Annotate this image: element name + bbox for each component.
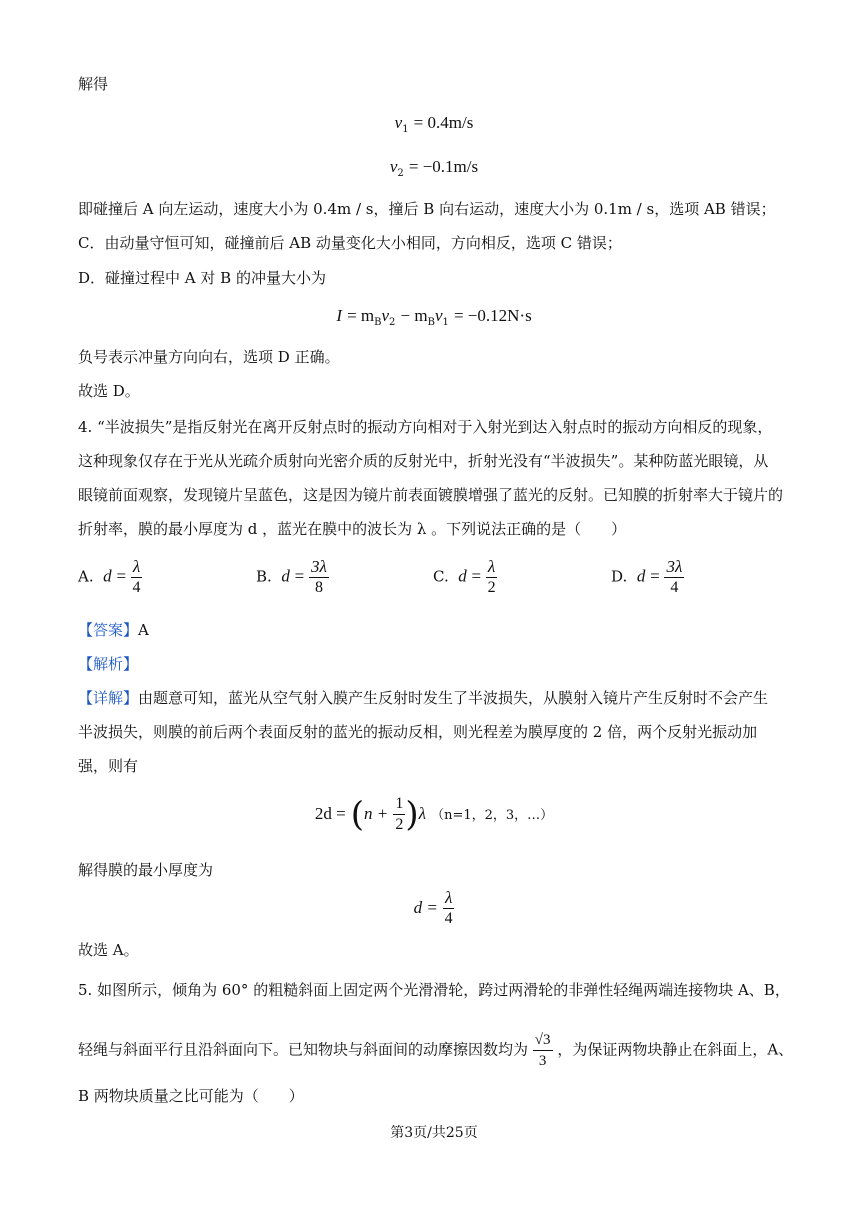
paragraph-option-c: C．由动量守恒可知，碰撞前后 AB 动量变化大小相同，方向相反，选项 C 错误； <box>78 234 622 252</box>
analysis-line <box>78 654 138 674</box>
question-5-line-2: 轻绳与斜面平行且沿斜面向下。已知物块与斜面间的动摩擦因数均为 $\frac{√3}{3}$ ，为保证两物块静止在斜面上，A、 <box>78 1032 794 1069</box>
choose-a-line: 故选 A。 <box>78 941 139 959</box>
question-4-line-3: 眼镜前面观察，发现镜片呈蓝色，这是因为镜片前表面镀膜增强了蓝光的反射。已知膜的折射率大于镜片的 <box>78 486 784 504</box>
paragraph-choose-d: 故选 D。 <box>78 382 140 400</box>
question-4-line-1: 4. “半波损失”是指反射光在离开反射点时的振动方向相对于入射光到达入射点时的振动方向相反的现象， <box>78 418 773 436</box>
analysis-tag: 【解析】 <box>78 655 139 673</box>
question-4-line-4: 折射率，膜的最小厚度为 d ，蓝光在膜中的波长为 λ 。下列说法正确的是（ ） <box>78 520 627 538</box>
question-5-line-1: 5. 如图所示，倾角为 60° 的粗糙斜面上固定两个光滑滑轮，跨过两滑轮的非弹性轻绳两端连接物块 A、B， <box>78 981 790 999</box>
detail-line-1: 【详解】由题意可知，蓝光从空气射入膜产生反射时发生了半波损失，从膜射入镜片产生反射时不会产生 <box>78 689 769 707</box>
equation-path-difference: 2d = (n + $\frac{1}{2}$ )λ （n=1，2，3，…） <box>314 794 554 835</box>
equation-impulse: $I = m_Bv_2 - m_Bv_1 = -0.12N\cdot s$ <box>336 306 532 329</box>
detail-tag: 【详解】 <box>78 689 139 707</box>
detail-line-2: 半波损失，则膜的前后两个表面反射的蓝光的振动反相，则光程差为膜厚度的 2 倍，两个反射光振动加 <box>78 723 758 741</box>
solve-heading: 解得 <box>78 75 109 93</box>
page-footer: 第3页/共25页 <box>390 1125 478 1141</box>
paragraph-sign: 负号表示冲量方向向右，选项 D 正确。 <box>78 348 340 366</box>
option-d: D. d = $\frac{3\lambda}{4}$ <box>611 557 683 596</box>
question-4-line-2: 这种现象仅存在于光从光疏介质射向光密介质的反射光中，折射光没有“半波损失”。某种防蓝光眼镜，从 <box>78 452 769 470</box>
answer-line <box>78 620 149 640</box>
question-5-line-3: B 两物块质量之比可能为（ ） <box>78 1087 304 1105</box>
answer-value: A <box>138 621 149 639</box>
equation-v2: $v_2 = -0.1m/s$ <box>389 157 479 180</box>
option-b: B. d = $\frac{3\lambda}{8}$ <box>256 557 327 596</box>
paragraph-option-d: D．碰撞过程中 A 对 B 的冲量大小为 <box>78 269 326 287</box>
answer-tag: 【答案】 <box>78 621 139 639</box>
paragraph-after-collision: 即碰撞后 A 向左运动，速度大小为 0.4m / s，撞后 B 向右运动，速度大小为 0.1m / s，选项 AB 错误； <box>78 200 776 218</box>
option-c: C. d = $\frac{\lambda}{2}$ <box>433 557 496 596</box>
min-thickness-line: 解得膜的最小厚度为 <box>78 861 214 879</box>
detail-line-3: 强，则有 <box>78 757 139 775</box>
equation-result: d = $\frac{\lambda}{4}$ <box>413 888 453 927</box>
option-a: A. d = $\frac{\lambda}{4}$ <box>78 557 141 596</box>
equation-v1: $v_1 = 0.4m/s$ <box>394 113 474 136</box>
